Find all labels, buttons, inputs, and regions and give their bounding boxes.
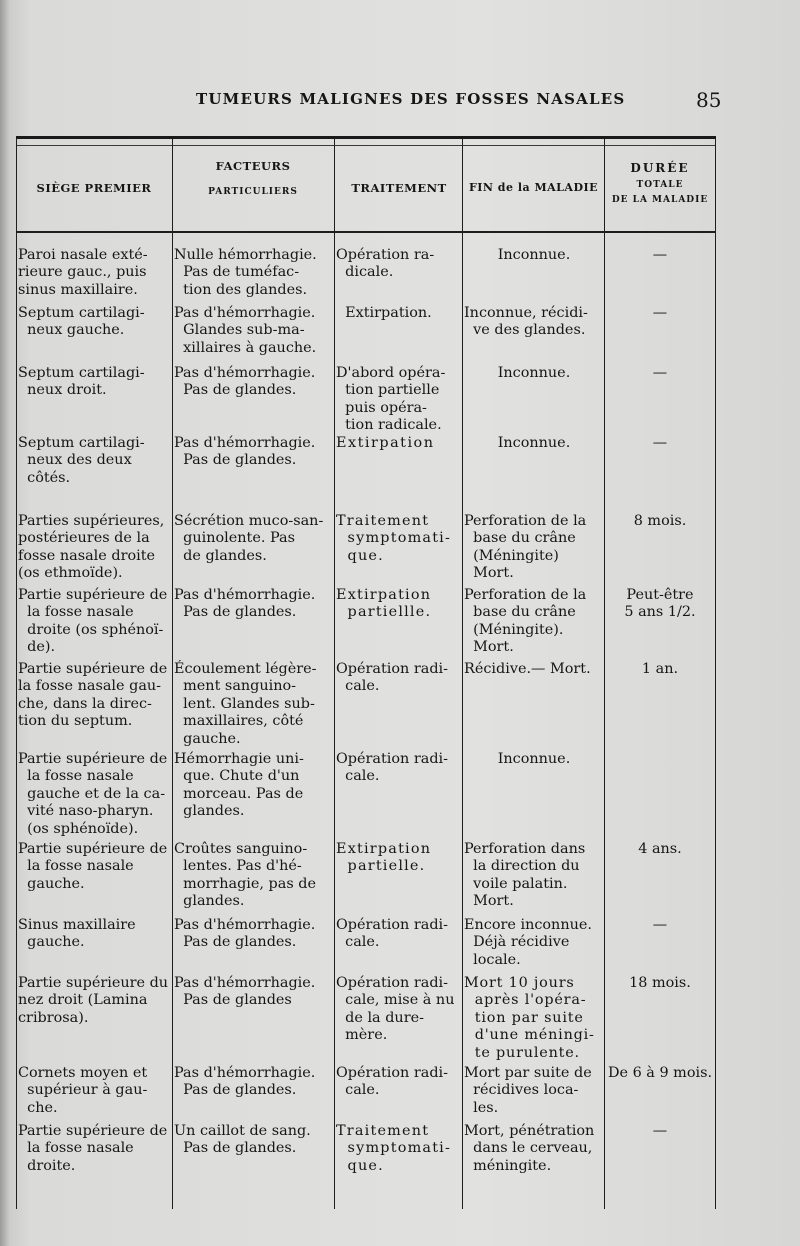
cell-siege: Partie supérieure de la fosse nasale gauche. bbox=[18, 841, 168, 892]
cell-traitement: D'abord opéra- tion partielle puis opéra- tion radicale. bbox=[336, 365, 446, 434]
cell-siege: Cornets moyen et supérieur à gau- che. bbox=[18, 1065, 148, 1116]
column-rule bbox=[16, 139, 17, 1209]
cell-siege: Partie supérieure de la fosse nasale droite (os sphénoï- de). bbox=[18, 587, 168, 656]
cell-traitement: Opération ra- dicale. bbox=[336, 247, 435, 281]
cell-siege: Paroi nasale exté- rieure gauc., puis sinus maxillaire. bbox=[18, 247, 148, 298]
cell-duree: 4 ans. bbox=[638, 841, 682, 857]
column-header-duree-line3: DE LA MALADIE bbox=[611, 195, 709, 206]
column-header-duree-line1: DURÉE bbox=[630, 161, 690, 175]
cell-traitement: Opération radi- cale. bbox=[336, 1065, 449, 1099]
cell-facteurs: Pas d'hémorrhagie. Pas de glandes bbox=[174, 975, 316, 1009]
cell-fin: Encore inconnue. Déjà récidive locale. bbox=[464, 917, 592, 968]
column-rule bbox=[604, 139, 605, 1209]
cell-siege: Septum cartilagi- neux des deux côtés. bbox=[18, 435, 145, 486]
cell-fin: Inconnue. bbox=[497, 247, 571, 263]
cell-traitement: Traitement symptomati- que. bbox=[336, 1123, 452, 1174]
column-rule bbox=[334, 139, 335, 1209]
cell-traitement: Opération radi- cale. bbox=[336, 751, 449, 785]
cell-facteurs: Un caillot de sang. Pas de glandes. bbox=[174, 1123, 311, 1157]
cell-duree: — bbox=[652, 917, 668, 933]
cell-duree: 8 mois. bbox=[633, 513, 687, 529]
cell-facteurs: Croûtes sanguino- lentes. Pas d'hé- morrhagie, pas de glandes. bbox=[174, 841, 317, 910]
column-header-traitement: TRAITEMENT bbox=[351, 181, 447, 195]
cell-siege: Partie supérieure de la fosse nasale gauche et de la ca- vité naso-pharyn. (os sphénoïde). bbox=[18, 751, 168, 837]
cell-facteurs: Hémorrhagie uni- que. Chute d'un morceau. Pas de glandes. bbox=[174, 751, 304, 820]
cell-fin: Perforation dans la direction du voile palatin. Mort. bbox=[464, 841, 586, 910]
column-rule bbox=[172, 139, 173, 1209]
cell-fin: Inconnue, récidi- ve des glandes. bbox=[464, 305, 588, 339]
cell-fin: Perforation de la base du crâne (Méningite). Mort. bbox=[464, 587, 587, 656]
cell-traitement: Traitement symptomati- que. bbox=[336, 513, 452, 564]
cell-facteurs: Nulle hémorrhagie. Pas de tuméfac- tion des glandes. bbox=[174, 247, 317, 298]
column-rule bbox=[462, 139, 463, 1209]
cell-fin: Mort 10 jours après l'opéra- tion par suite d'une méningi- te purulente. bbox=[464, 975, 595, 1061]
cell-siege: Sinus maxillaire gauche. bbox=[18, 917, 136, 951]
cell-duree: — bbox=[652, 1123, 668, 1139]
cell-duree: 18 mois. bbox=[629, 975, 691, 991]
column-rule bbox=[715, 139, 716, 1209]
cell-duree: — bbox=[652, 247, 668, 263]
cell-duree: Peut-être 5 ans 1/2. bbox=[624, 587, 696, 621]
column-header-fin: FIN de la MALADIE bbox=[468, 181, 599, 194]
cell-duree: — bbox=[652, 365, 668, 381]
cell-traitement: Extirpation bbox=[336, 435, 435, 451]
cell-duree: — bbox=[652, 305, 668, 321]
cell-fin: Perforation de la base du crâne (Méningite) Mort. bbox=[464, 513, 587, 582]
cell-traitement: Extirpation partielle. bbox=[336, 841, 432, 875]
cell-siege: Partie supérieure du nez droit (Lamina cribrosa). bbox=[18, 975, 169, 1026]
cell-fin: Récidive.— Mort. bbox=[464, 661, 591, 677]
cell-facteurs: Pas d'hémorrhagie. Pas de glandes. bbox=[174, 1065, 316, 1099]
page-number: 85 bbox=[696, 88, 722, 112]
cell-facteurs: Pas d'hémorrhagie. Glandes sub-ma- xillaires à gauche. bbox=[174, 305, 317, 356]
cell-siege: Septum cartilagi- neux droit. bbox=[18, 365, 145, 399]
cell-siege: Partie supérieure de la fosse nasale droite. bbox=[18, 1123, 168, 1174]
column-header-facteurs-line1: FACTEURS bbox=[215, 159, 291, 173]
cell-facteurs: Pas d'hémorrhagie. Pas de glandes. bbox=[174, 365, 316, 399]
running-title: TUMEURS MALIGNES DES FOSSES NASALES bbox=[196, 90, 626, 108]
cell-facteurs: Pas d'hémorrhagie. Pas de glandes. bbox=[174, 587, 316, 621]
cell-fin: Inconnue. bbox=[497, 435, 571, 451]
cell-traitement: Extirpation. bbox=[336, 305, 432, 321]
column-header-facteurs-line2: PARTICULIERS bbox=[208, 187, 298, 198]
cell-fin: Mort, pénétration dans le cerveau, méningite. bbox=[464, 1123, 595, 1174]
header-rule bbox=[16, 231, 716, 233]
cell-facteurs: Pas d'hémorrhagie. Pas de glandes. bbox=[174, 435, 316, 469]
cell-fin: Inconnue. bbox=[497, 365, 571, 381]
cell-duree: — bbox=[652, 435, 668, 451]
cell-traitement: Opération radi- cale. bbox=[336, 917, 449, 951]
cell-fin: Inconnue. bbox=[497, 751, 571, 767]
column-header-facteurs bbox=[174, 159, 332, 199]
cell-fin: Mort par suite de récidives loca- les. bbox=[464, 1065, 592, 1116]
cell-traitement: Opération radi- cale, mise à nu de la dure- mère. bbox=[336, 975, 455, 1044]
cell-siege: Septum cartilagi- neux gauche. bbox=[18, 305, 145, 339]
cell-duree: 1 an. bbox=[641, 661, 679, 677]
cases-table bbox=[16, 136, 716, 1209]
book-spine bbox=[0, 0, 10, 1246]
column-header-duree bbox=[606, 161, 714, 207]
cell-siege: Partie supérieure de la fosse nasale gau- che, dans la direc- tion du septum. bbox=[18, 661, 168, 730]
cell-facteurs: Pas d'hémorrhagie. Pas de glandes. bbox=[174, 917, 316, 951]
column-header-siege: SIÈGE PREMIER bbox=[36, 181, 152, 195]
table-top-rule bbox=[16, 145, 716, 146]
cell-facteurs: Écoulement légère- ment sanguino- lent. Glandes sub- maxillaires, côté gauche. bbox=[174, 661, 317, 747]
cell-facteurs: Sécrétion muco-san- guinolente. Pas de glandes. bbox=[174, 513, 324, 564]
cell-siege: Parties supérieures, postérieures de la fosse nasale droite (os ethmoïde). bbox=[18, 513, 165, 582]
cell-duree: De 6 à 9 mois. bbox=[607, 1065, 713, 1081]
cell-traitement: Extirpation partiellle. bbox=[336, 587, 432, 621]
column-header-duree-line2: TOTALE bbox=[636, 180, 684, 190]
cell-traitement: Opération radi- cale. bbox=[336, 661, 449, 695]
